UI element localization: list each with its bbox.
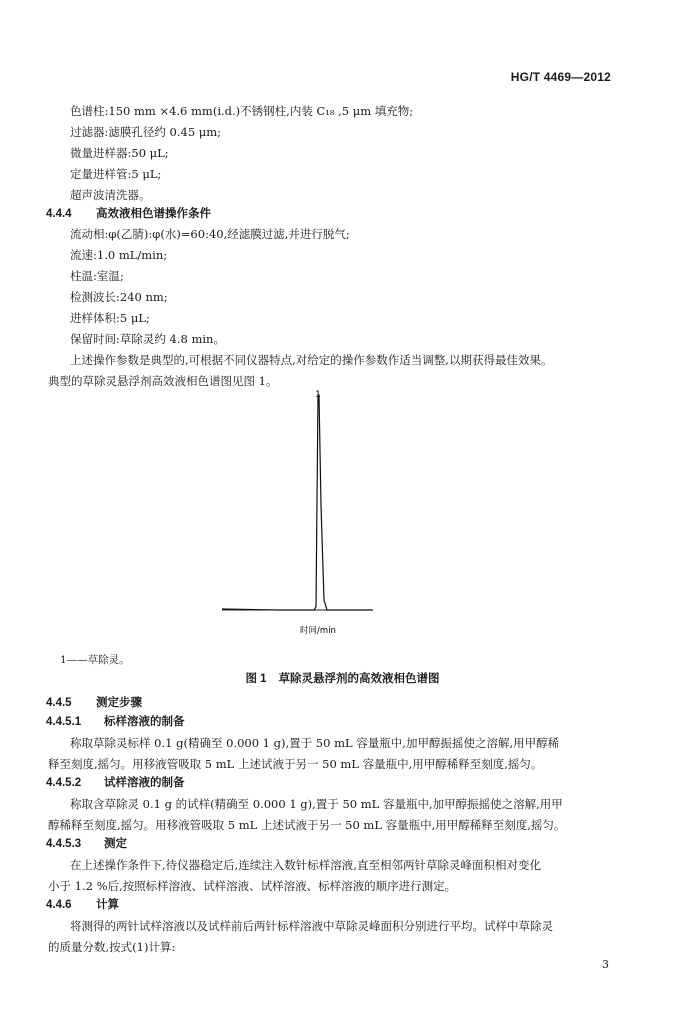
condition-retention-time: 保留时间:草除灵约 4.8 min。 [70,332,225,346]
condition-wavelength: 检测波长:240 nm; [70,290,168,304]
section-title: 试样溶液的制备 [104,777,185,789]
section-heading-4-4-5-1 [46,715,185,730]
x-axis-label: 时间/min [300,626,336,636]
section-title: 测定 [104,838,127,850]
section-number: 4.4.4 [46,208,72,220]
section-heading-4-4-5-3 [46,837,127,852]
peak-label: 1 [315,390,321,400]
paragraph-line: 称取草除灵标样 0.1 g(精确至 0.000 1 g),置于 50 mL 容量瓶中,加甲醇振摇使之溶解,用甲醇稀 [70,736,560,750]
figure-title: 草除灵悬浮剂的高效液相色谱图 [278,673,440,685]
paragraph-line: 的质量分数,按式(1)计算: [48,940,176,954]
chromatogram-trace [222,395,373,610]
equipment-ultrasonic: 超声波清洗器。 [70,188,151,202]
section-title: 标样溶液的制备 [104,716,185,728]
section-heading-4-4-5-2 [46,776,185,791]
section-heading-4-4-5 [46,696,142,711]
paragraph-line: 称取含草除灵 0.1 g 的试样(精确至 0.000 1 g),置于 50 mL 容量瓶中,加甲醇振摇使之溶解,用甲 [70,797,563,811]
figure-caption [0,670,685,686]
equipment-filter: 过滤器:滤膜孔径约 0.45 μm; [70,125,222,139]
paragraph-line: 将测得的两针试样溶液以及试样前后两针标样溶液中草除灵峰面积分别进行平均。试样中草除灵 [70,919,553,933]
paragraph-line: 在上述操作条件下,待仪器稳定后,连续注入数针标样溶液,直至相邻两针草除灵峰面积相对变化 [70,858,541,872]
section-number: 4.4.5.1 [46,716,82,728]
section-title: 测定步骤 [96,697,142,709]
section-number: 4.4.6 [46,899,72,911]
note-line-2: 典型的草除灵悬浮剂高效液相色谱图见图 1。 [48,374,278,388]
section-heading-4-4-4 [46,207,211,222]
chromatogram-figure [218,385,378,640]
equipment-loop: 定量进样管:5 μL; [70,167,162,181]
paragraph-line: 醇稀释至刻度,摇匀。用移液管吸取 5 mL 上述试液于另一 50 mL 容量瓶中,用甲醇稀释至刻度,摇匀。 [48,818,566,832]
equipment-syringe: 微量进样器:50 μL; [70,146,169,160]
figure-number: 图 1 [245,673,267,685]
section-title: 高效液相色谱操作条件 [96,208,211,220]
condition-column-temperature: 柱温:室温; [70,269,124,283]
standard-number: HG/T 4469—2012 [510,70,611,84]
section-number: 4.4.5.2 [46,777,82,789]
section-heading-4-4-6 [46,898,119,913]
figure-legend: 1——草除灵。 [60,654,130,666]
condition-mobile-phase: 流动相:φ(乙腈):φ(水)=60:40,经滤膜过滤,并进行脱气; [70,227,350,241]
paragraph-line: 释至刻度,摇匀。用移液管吸取 5 mL 上述试液于另一 50 mL 容量瓶中,用甲醇稀释至刻度,摇匀。 [48,757,543,771]
section-number: 4.4.5.3 [46,838,82,850]
paragraph-line: 小于 1.2 %后,按照标样溶液、试样溶液、试样溶液、标样溶液的顺序进行测定。 [48,879,457,893]
page-number: 3 [602,958,609,971]
equipment-column: 色谱柱:150 mm ×4.6 mm(i.d.)不锈钢柱,内装 C₁₈ ,5 μm 填充物; [70,104,414,118]
condition-injection-volume: 进样体积:5 μL; [70,311,150,325]
section-number: 4.4.5 [46,697,72,709]
condition-flow-rate: 流速:1.0 mL/min; [70,248,168,262]
note-line-1: 上述操作参数是典型的,可根据不同仪器特点,对给定的操作参数作适当调整,以期获得最佳效果。 [70,353,553,367]
section-title: 计算 [96,899,119,911]
